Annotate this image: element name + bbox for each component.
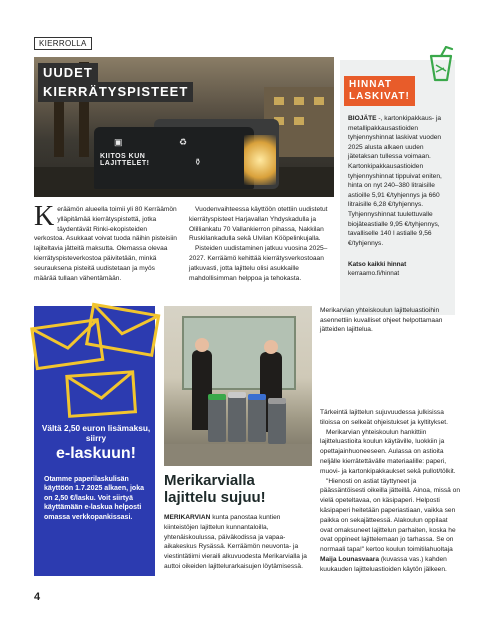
face [264, 340, 278, 354]
school-photo [164, 306, 312, 466]
article-column-2: Vuodenvaihteessa käyttöön otettiin uudistetut kierrätyspisteet Harjavallan Yhdyskadulla ja Olilliankatu 70 Vallankierron pihassa, Nakkilan Ruskilankadulla sekä Ulvilan Kööpelinkujalla. Pisteiden uudistaminen jatkuu vuosina 2025–2027. Kerräämö kehittää kierrätysverkostoaan jatkuvasti, jotta lajittelu olisi asukkaille mahdollisimman helppoa ja tehokasta. [189, 206, 328, 282]
lamp-glow [244, 135, 276, 185]
promo-headline: e-laskuun! [55, 445, 136, 462]
bottle-icon: ⚱ [194, 157, 202, 167]
hero-photo [34, 57, 334, 197]
cup-icon [426, 46, 456, 82]
page-number: 4 [34, 591, 41, 603]
merikarvia-heading: Merikarvialla lajittelu sujuu! [164, 472, 266, 506]
e-invoice-promo [34, 306, 155, 576]
face [195, 338, 209, 352]
sorting-bin [228, 396, 246, 442]
bin-label: KIITOS KUN LAJITTELET! [100, 153, 150, 167]
photo-caption: Merikarvian yhteiskoulun lajitteluastioihin asennettiin kuvalliset ohjeet helpottamaan jätteiden lajittelua. [320, 307, 443, 334]
sorting-bin [208, 398, 226, 442]
sorting-bin [268, 402, 286, 444]
article-column-1: Keräämön alueella toimii yli 80 Kerräämön ylläpitämää kierrätyspistettä, jotka täydentävät Rinki-ekopisteiden verkostoa. Asukkaat voivat tuoda näihin pisteisiin lajiteltavia jätteitä maksutta. Olemassa olevaa kierrätyspisteverkostoa päivitetään, minkä seurauksena pisteitä uudistetaan ja myös määrää tullaan vähentämään. [34, 201, 177, 282]
price-box-text: BIOJÄTE -, kartonkipakkaus- ja metallipakkausastioiden tyhjennyshinnat laskivat vuoden 2025 alusta alkaen uuden jätetaksan tullessa voimaan. Kartonkipakkausastioiden tyhjennyshinnat tippuivat eniten, hinta on nyt 240–380 litraisille astioille 5,91 €/tyhjennys ja 660 litraisille 6,28 €/tyhjennys. Tyhjennyshinnat tuulettuvalle biojäteastialle 9,95 €/tyhjennys, tavalliselle 140 l astialle 9,56 €/tyhjennys. [348, 115, 442, 247]
promo-title: Vältä 2,50 euron lisämaksu, siirry [41, 423, 151, 443]
price-link[interactable]: Katso kaikki hinnat kerraamo.fi/hinnat [348, 261, 407, 277]
box-icon: ▣ [114, 137, 123, 147]
drop-cap: K [34, 201, 55, 232]
envelope-icon [84, 298, 164, 358]
sorting-bin [248, 398, 266, 442]
merikarvia-column-2: Tärkeintä lajittelun sujuvuudessa julkisissa tiloissa on selkeät ohjeistukset ja kyltitykset. Merikarvian yhteiskoulun hankittiin lajitteluastioita koulun käytäville, luokkiin ja opettajainhuoneeseen. Aulassa on astioita neljälle kierrätettävälle materiaalille: paperi, muovi- ja kartonkipakkaukset sekä pullot/tölkit. "Hienosti on astiat täyttyneet ja päässäntöisesti oikeilla jätteillä. Ainoa, missä on vielä opeteltavaa, on käsipaperi. Helposti käsipaperi heitetään paperiastiaan, vaikka sen paikka on sekajätteessä. Alakoulun oppilaat ovat omaksuneet lajittelun parhaiten, koska he ovat oppineet lajittelemaan jo tarhassa. Se on normaali tapa!" kertoo koulun toimitilahuoltaja Maija Lounasvaara (kuvassa vas.) kahden kuukauden lajitteluastioiden käytön jälkeen. [320, 409, 461, 573]
promo-text: Otamme paperilaskulisän käyttöön 1.7.2025 alkaen, joka on 2,50 €/lasku. Voit siirtyä käyttämään e-laskua helposti omassa verkkopankissasi. [44, 476, 144, 521]
floor [164, 444, 312, 466]
price-box-title: HINNAT LASKIVAT! [344, 76, 415, 106]
hero-title-line2: KIERRÄTYSPISTEET [38, 82, 193, 102]
merikarvia-column-1: MERIKARVIAN kunta panostaa kuntien kiinteistöjen lajittelun kunnantaloilla, yhtenäiskoulussa, päiväkodissa ja vapaa-aikakeskus Rysässä. Kerräämön neuvonta- ja viestintätiimi vieraili alkuvuodesta Merikarvialla ja auttoi oikeiden lajittelurarkaisujen löytämisessä. [164, 514, 307, 570]
envelope-icon [62, 362, 142, 422]
hero-title-line1: UUDET [38, 63, 98, 83]
recycle-icon: ♻ [179, 137, 188, 147]
section-tag: KIERROLLA [34, 37, 92, 50]
